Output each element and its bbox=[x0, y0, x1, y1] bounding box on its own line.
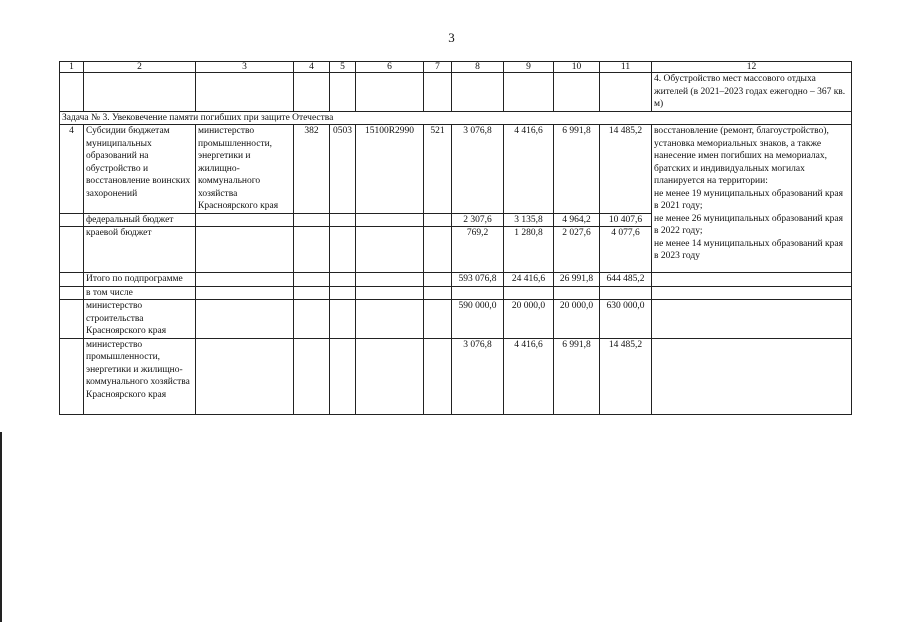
cell-col10: 4 964,2 bbox=[554, 213, 600, 227]
cell-col8: 3 076,8 bbox=[452, 338, 504, 414]
col-header: 11 bbox=[600, 62, 652, 73]
regional-label: краевой бюджет bbox=[84, 227, 196, 273]
ministry-ind-label: министерство промышленности, энергетики и жилищно-коммунального хозяйства Красноярского края bbox=[84, 338, 196, 414]
cell-col10: 20 000,0 bbox=[554, 300, 600, 339]
cell-col8: 3 076,8 bbox=[452, 125, 504, 214]
cell-col11: 630 000,0 bbox=[600, 300, 652, 339]
cell-col11: 644 485,2 bbox=[600, 273, 652, 287]
col-header: 6 bbox=[356, 62, 424, 73]
cell-col9: 4 416,6 bbox=[504, 338, 554, 414]
col-header: 5 bbox=[330, 62, 356, 73]
table-row bbox=[60, 73, 852, 112]
agency-name: министерство промышленности, энергетики и жилищно-коммунального хозяйства Красноярского края bbox=[196, 125, 294, 214]
cell-col8: 769,2 bbox=[452, 227, 504, 273]
cell-col10: 2 027,6 bbox=[554, 227, 600, 273]
cell-col6: 15100R2990 bbox=[356, 125, 424, 214]
col-header: 12 bbox=[652, 62, 852, 73]
row-number: 4 bbox=[60, 125, 84, 214]
task-row bbox=[60, 111, 852, 125]
cell-col11: 4 077,6 bbox=[600, 227, 652, 273]
table-row bbox=[60, 300, 852, 339]
cell-col8: 590 000,0 bbox=[452, 300, 504, 339]
task-heading: Задача № 3. Увековечение памяти погибших при защите Отечества bbox=[60, 111, 852, 125]
cell-col11: 14 485,2 bbox=[600, 125, 652, 214]
scan-edge-line bbox=[0, 432, 2, 622]
cell-col5: 0503 bbox=[330, 125, 356, 214]
cell-col9: 4 416,6 bbox=[504, 125, 554, 214]
including-label: в том числе bbox=[84, 286, 196, 300]
cell-col10: 6 991,8 bbox=[554, 125, 600, 214]
cell-col9: 24 416,6 bbox=[504, 273, 554, 287]
cell-col8: 593 076,8 bbox=[452, 273, 504, 287]
col-header: 7 bbox=[424, 62, 452, 73]
cell-col10: 26 991,8 bbox=[554, 273, 600, 287]
col-header: 3 bbox=[196, 62, 294, 73]
cell-col9: 20 000,0 bbox=[504, 300, 554, 339]
federal-label: федеральный бюджет bbox=[84, 213, 196, 227]
cell-col9: 3 135,8 bbox=[504, 213, 554, 227]
ministry-build-label: министерство строительства Красноярского края bbox=[84, 300, 196, 339]
table-row bbox=[60, 125, 852, 214]
header-row bbox=[60, 62, 852, 73]
cell-col4: 382 bbox=[294, 125, 330, 214]
cell-col10: 6 991,8 bbox=[554, 338, 600, 414]
table-row bbox=[60, 286, 852, 300]
total-label: Итого по подпрограмме bbox=[84, 273, 196, 287]
col-header: 2 bbox=[84, 62, 196, 73]
cell-col11: 14 485,2 bbox=[600, 338, 652, 414]
table-row bbox=[60, 338, 852, 414]
cell-col9: 1 280,8 bbox=[504, 227, 554, 273]
expected-result: восстановление (ремонт, благоустройство), установка мемориальных знаков, а также нанесение имен погибших на мемориалах, братских и индивидуальных могилах планируется на территории: не менее 19 муниципальных образований края в 2021 году; не менее 26 муниципальных образований края в 2022 году; не менее 14 муниципальных образований края в 2023 году bbox=[652, 125, 852, 273]
measure-name: Субсидии бюджетам муниципальных образований на обустройство и восстановление воинских захоронений bbox=[84, 125, 196, 214]
page-number: 3 bbox=[448, 30, 455, 45]
col-header: 8 bbox=[452, 62, 504, 73]
cell-col7: 521 bbox=[424, 125, 452, 214]
col-header: 10 bbox=[554, 62, 600, 73]
total-row bbox=[60, 273, 852, 287]
col-header: 4 bbox=[294, 62, 330, 73]
cell-col8: 2 307,6 bbox=[452, 213, 504, 227]
col-header: 9 bbox=[504, 62, 554, 73]
budget-table bbox=[59, 61, 852, 415]
col-header: 1 bbox=[60, 62, 84, 73]
top-note: 4. Обустройство мест массового отдыха жителей (в 2021–2023 годах ежегодно – 367 кв. м) bbox=[652, 73, 852, 112]
cell-col11: 10 407,6 bbox=[600, 213, 652, 227]
